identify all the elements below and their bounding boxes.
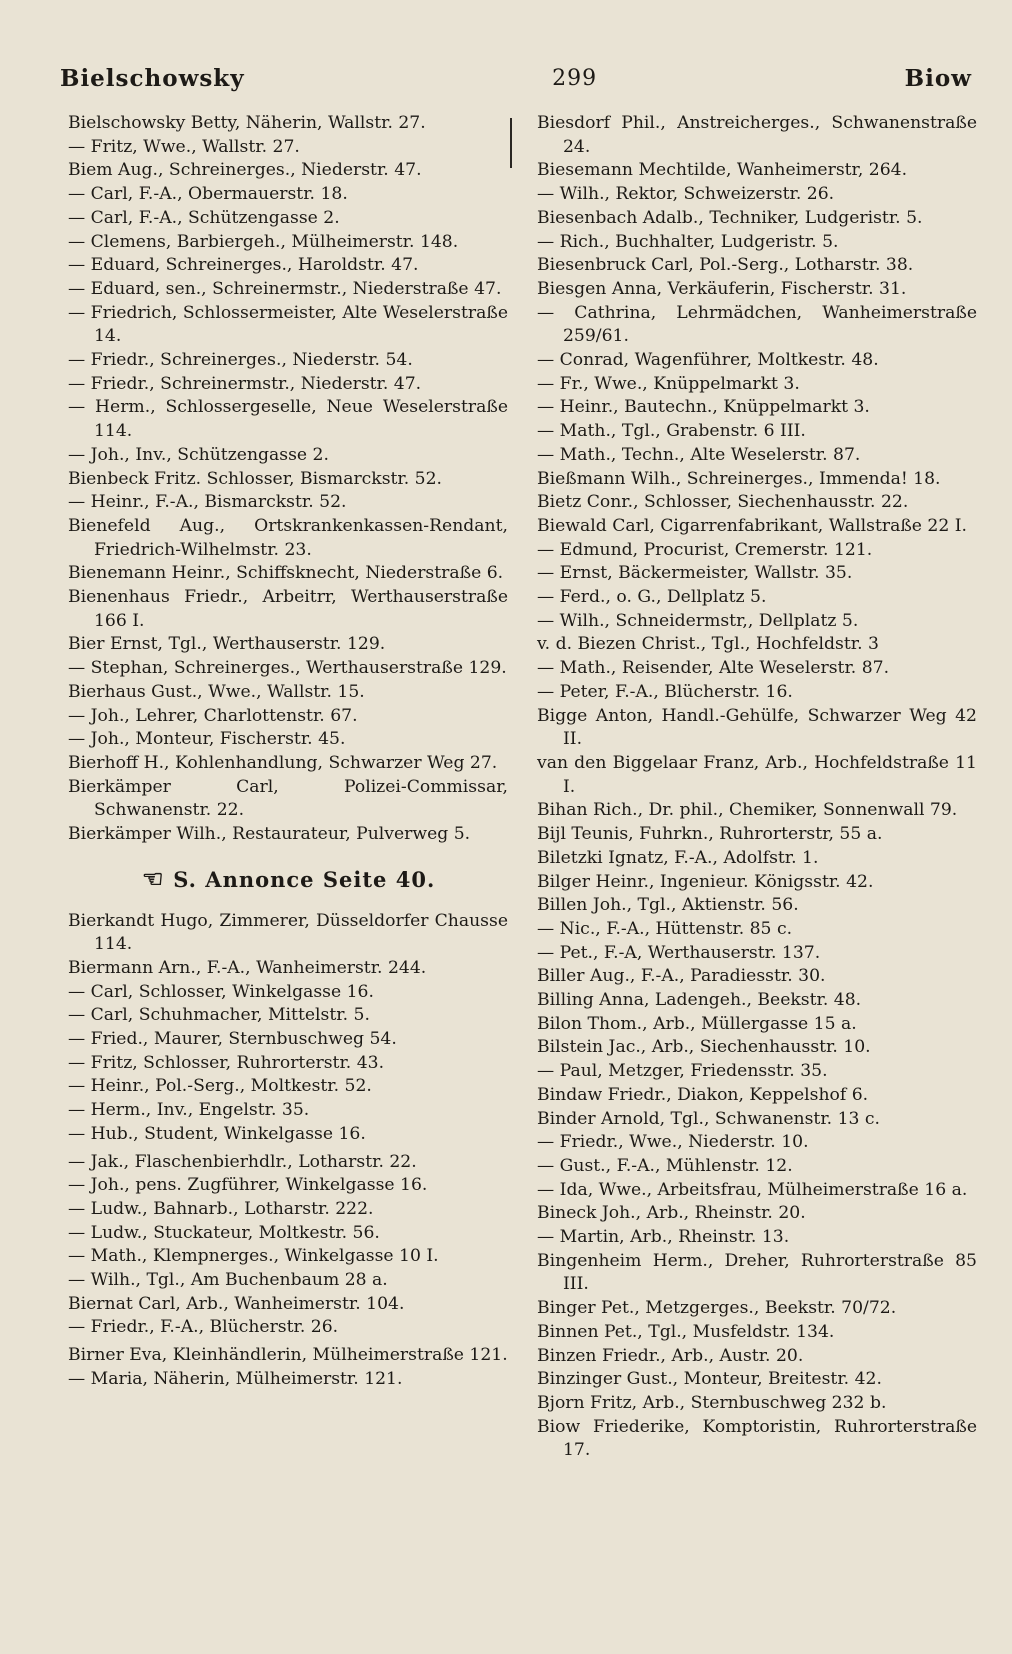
directory-entry: — Friedr., F.-A., Blücherstr. 26. <box>68 1317 339 1338</box>
directory-entry: Bielschowsky Betty, Näherin, Wallstr. 27. <box>68 113 426 133</box>
right-column <box>537 112 977 1463</box>
directory-entry: — Heinr., Pol.-Serg., Moltkestr. 52. <box>68 1076 372 1097</box>
directory-entry: Binzinger Gust., Monteur, Breitestr. 42. <box>537 1369 882 1390</box>
directory-entry: — Conrad, Wagenführer, Moltkestr. 48. <box>537 350 879 371</box>
directory-entry: — Fritz, Wwe., Wallstr. 27. <box>68 136 300 157</box>
directory-entry: Bießmann Wilh., Schreinerges., Immenda! 18. <box>537 468 941 489</box>
directory-entry: Binder Arnold, Tgl., Schwanenstr. 13 c. <box>537 1108 881 1129</box>
advertisement-notice <box>68 863 508 893</box>
directory-entry: Biesgen Anna, Verkäuferin, Fischerstr. 31. <box>537 278 907 299</box>
directory-entry: — Herm., Schlossergeselle, Neue Weselerstraße 114. <box>68 397 508 442</box>
directory-entry: — Ludw., Stuckateur, Moltkestr. 56. <box>68 1222 380 1243</box>
directory-entry: — Carl, Schuhmacher, Mittelstr. 5. <box>68 1005 370 1026</box>
directory-entry: Bienemann Heinr., Schiffsknecht, Niederstraße 6. <box>68 563 504 584</box>
directory-entry: — Joh., Lehrer, Charlottenstr. 67. <box>68 705 358 726</box>
directory-entry: Bier Ernst, Tgl., Werthauserstr. 129. <box>68 634 386 655</box>
directory-entry: Birner Eva, Kleinhändlerin, Mülheimerstraße 121. <box>68 1345 508 1366</box>
directory-entry: Bigge Anton, Handl.-Gehülfe, Schwarzer Weg 42 II. <box>537 705 977 750</box>
directory-entry: Binzen Friedr., Arb., Austr. 20. <box>537 1345 804 1366</box>
left-entries <box>68 112 508 847</box>
directory-entry: — Heinr., Bautechn., Knüppelmarkt 3. <box>537 397 870 418</box>
directory-entry: — Heinr., F.-A., Bismarckstr. 52. <box>68 492 347 513</box>
directory-entry: Biesenbruck Carl, Pol.-Serg., Lotharstr. 38. <box>537 255 914 276</box>
directory-entry: — Carl, Schlosser, Winkelgasse 16. <box>68 981 374 1002</box>
directory-entry: Biesenbach Adalb., Techniker, Ludgeristr. 5. <box>537 207 923 228</box>
directory-entry: Bienefeld Aug., Ortskrankenkassen-Rendant, Friedrich-Wilhelmstr. 23. <box>68 515 508 560</box>
left-entries-after <box>68 910 508 1392</box>
directory-entry: Bingenheim Herm., Dreher, Ruhrorterstraße 85 III. <box>537 1250 977 1295</box>
directory-entry: — Ludw., Bahnarb., Lotharstr. 222. <box>68 1198 374 1219</box>
directory-entry: v. d. Biezen Christ., Tgl., Hochfeldstr. 3 <box>537 634 879 655</box>
directory-entry: — Carl, F.-A., Schützengasse 2. <box>68 207 340 228</box>
pointing-hand-icon: ☞ <box>140 863 164 893</box>
header-left-keyword: Bielschowsky <box>60 64 245 92</box>
directory-entry: Bierkämper Carl, Polizei-Commissar, Schwanenstr. 22. <box>68 776 508 821</box>
directory-entry: — Cathrina, Lehrmädchen, Wanheimerstraße 259/61. <box>537 302 977 347</box>
directory-entry: Billing Anna, Ladengeh., Beekstr. 48. <box>537 990 862 1011</box>
directory-entry: — Math., Tgl., Grabenstr. 6 III. <box>537 421 806 442</box>
directory-entry: Bijl Teunis, Fuhrkn., Ruhrorterstr, 55 a. <box>537 824 883 845</box>
directory-entry: Bilger Heinr., Ingenieur. Königsstr. 42. <box>537 871 874 892</box>
directory-entry: — Math., Klempnerges., Winkelgasse 10 I. <box>68 1246 439 1267</box>
directory-entry: Biller Aug., F.-A., Paradiesstr. 30. <box>537 966 826 987</box>
directory-entry: Bilstein Jac., Arb., Siechenhausstr. 10. <box>537 1037 871 1058</box>
directory-entry: — Fried., Maurer, Sternbuschweg 54. <box>68 1029 397 1050</box>
directory-entry: — Pet., F.-A, Werthauserstr. 137. <box>537 942 821 963</box>
directory-entry: — Joh., pens. Zugführer, Winkelgasse 16. <box>68 1175 428 1196</box>
directory-entry: Bierkandt Hugo, Zimmerer, Düsseldorfer Chausse 114. <box>68 910 508 955</box>
directory-entry: — Wilh., Tgl., Am Buchenbaum 28 a. <box>68 1270 388 1291</box>
directory-entry: — Ernst, Bäckermeister, Wallstr. 35. <box>537 563 853 584</box>
directory-entry: — Maria, Näherin, Mülheimerstr. 121. <box>68 1368 403 1389</box>
directory-entry: — Paul, Metzger, Friedensstr. 35. <box>537 1061 828 1082</box>
column-divider <box>510 118 512 168</box>
directory-entry: Biletzki Ignatz, F.-A., Adolfstr. 1. <box>537 847 819 868</box>
directory-entry: — Peter, F.-A., Blücherstr. 16. <box>537 681 793 702</box>
directory-entry: — Herm., Inv., Engelstr. 35. <box>68 1100 310 1121</box>
directory-entry: Billen Joh., Tgl., Aktienstr. 56. <box>537 895 799 916</box>
directory-entry: Bierkämper Wilh., Restaurateur, Pulverweg 5. <box>68 824 471 845</box>
directory-entry: Biermann Arn., F.-A., Wanheimerstr. 244. <box>68 957 427 978</box>
directory-entry: — Friedrich, Schlossermeister, Alte Weselerstraße 14. <box>68 302 508 347</box>
directory-entry: — Ferd., o. G., Dellplatz 5. <box>537 587 767 608</box>
directory-entry: Biewald Carl, Cigarrenfabrikant, Wallstraße 22 I. <box>537 515 968 536</box>
directory-entry: — Edmund, Procurist, Cremerstr. 121. <box>537 539 873 560</box>
directory-entry: — Clemens, Barbiergeh., Mülheimerstr. 148. <box>68 231 459 252</box>
directory-entry: — Nic., F.-A., Hüttenstr. 85 c. <box>537 918 793 939</box>
right-entries <box>537 112 977 1463</box>
directory-entry: Bietz Conr., Schlosser, Siechenhausstr. 22. <box>537 492 909 513</box>
directory-entry: — Joh., Inv., Schützengasse 2. <box>68 444 329 465</box>
directory-entry: — Friedr., Schreinermstr., Niederstr. 47. <box>68 373 422 394</box>
directory-entry: Bihan Rich., Dr. phil., Chemiker, Sonnenwall 79. <box>537 800 958 821</box>
directory-entry: — Friedr., Schreinerges., Niederstr. 54. <box>68 350 413 371</box>
header-right-keyword: Biow <box>904 64 972 92</box>
left-column <box>68 112 508 1392</box>
directory-entry: — Ida, Wwe., Arbeitsfrau, Mülheimerstraße 16 a. <box>537 1179 968 1200</box>
directory-entry: Bienbeck Fritz. Schlosser, Bismarckstr. 52. <box>68 468 443 489</box>
directory-entry: — Rich., Buchhalter, Ludgeristr. 5. <box>537 231 839 252</box>
directory-entry: — Martin, Arb., Rheinstr. 13. <box>537 1227 790 1248</box>
directory-entry: — Carl, F.-A., Obermauerstr. 18. <box>68 184 348 205</box>
notice-text: S. Annonce Seite 40. <box>173 866 436 892</box>
directory-entry: Biernat Carl, Arb., Wanheimerstr. 104. <box>68 1293 405 1314</box>
directory-entry: Bineck Joh., Arb., Rheinstr. 20. <box>537 1203 806 1224</box>
directory-entry: — Wilh., Rektor, Schweizerstr. 26. <box>537 184 835 205</box>
directory-entry: Bierhaus Gust., Wwe., Wallstr. 15. <box>68 681 365 702</box>
directory-entry: Biem Aug., Schreinerges., Niederstr. 47. <box>68 160 422 181</box>
directory-entry: — Wilh., Schneidermstr,, Dellplatz 5. <box>537 610 859 631</box>
directory-entry: — Eduard, sen., Schreinermstr., Niederstraße 47. <box>68 278 502 299</box>
directory-entry: Biow Friederike, Komptoristin, Ruhrorterstraße 17. <box>537 1416 977 1461</box>
directory-entry: Bilon Thom., Arb., Müllergasse 15 a. <box>537 1013 857 1034</box>
directory-entry: — Math., Reisender, Alte Weselerstr. 87. <box>537 658 890 679</box>
directory-entry: — Math., Techn., Alte Weselerstr. 87. <box>537 444 861 465</box>
page-number: 299 <box>552 65 598 91</box>
directory-entry: Bierhoff H., Kohlenhandlung, Schwarzer Weg 27. <box>68 752 498 773</box>
directory-entry: Biesemann Mechtilde, Wanheimerstr, 264. <box>537 160 908 181</box>
directory-entry: Bindaw Friedr., Diakon, Keppelshof 6. <box>537 1084 869 1105</box>
directory-entry: — Gust., F.-A., Mühlenstr. 12. <box>537 1155 793 1176</box>
directory-entry: — Jak., Flaschenbierhdlr., Lotharstr. 22. <box>68 1151 417 1172</box>
directory-entry: — Hub., Student, Winkelgasse 16. <box>68 1123 366 1144</box>
directory-entry: — Fr., Wwe., Knüppelmarkt 3. <box>537 373 800 394</box>
directory-entry: — Fritz, Schlosser, Ruhrorterstr. 43. <box>68 1052 385 1073</box>
directory-entry: — Friedr., Wwe., Niederstr. 10. <box>537 1132 809 1153</box>
directory-entry: Binnen Pet., Tgl., Musfeldstr. 134. <box>537 1321 835 1342</box>
directory-entry: — Eduard, Schreinerges., Haroldstr. 47. <box>68 255 419 276</box>
directory-entry: — Joh., Monteur, Fischerstr. 45. <box>68 729 346 750</box>
directory-entry: — Stephan, Schreinerges., Werthauserstraße 129. <box>68 658 507 679</box>
directory-entry: van den Biggelaar Franz, Arb., Hochfeldstraße 11 I. <box>537 752 977 797</box>
directory-entry: Biesdorf Phil., Anstreicherges., Schwanenstraße 24. <box>537 113 977 157</box>
directory-entry: Bienenhaus Friedr., Arbeitrr, Werthauserstraße 166 I. <box>68 587 508 631</box>
directory-entry: Bjorn Fritz, Arb., Sternbuschweg 232 b. <box>537 1392 887 1413</box>
directory-entry: Binger Pet., Metzgerges., Beekstr. 70/72. <box>537 1298 897 1319</box>
page-header <box>60 58 972 98</box>
